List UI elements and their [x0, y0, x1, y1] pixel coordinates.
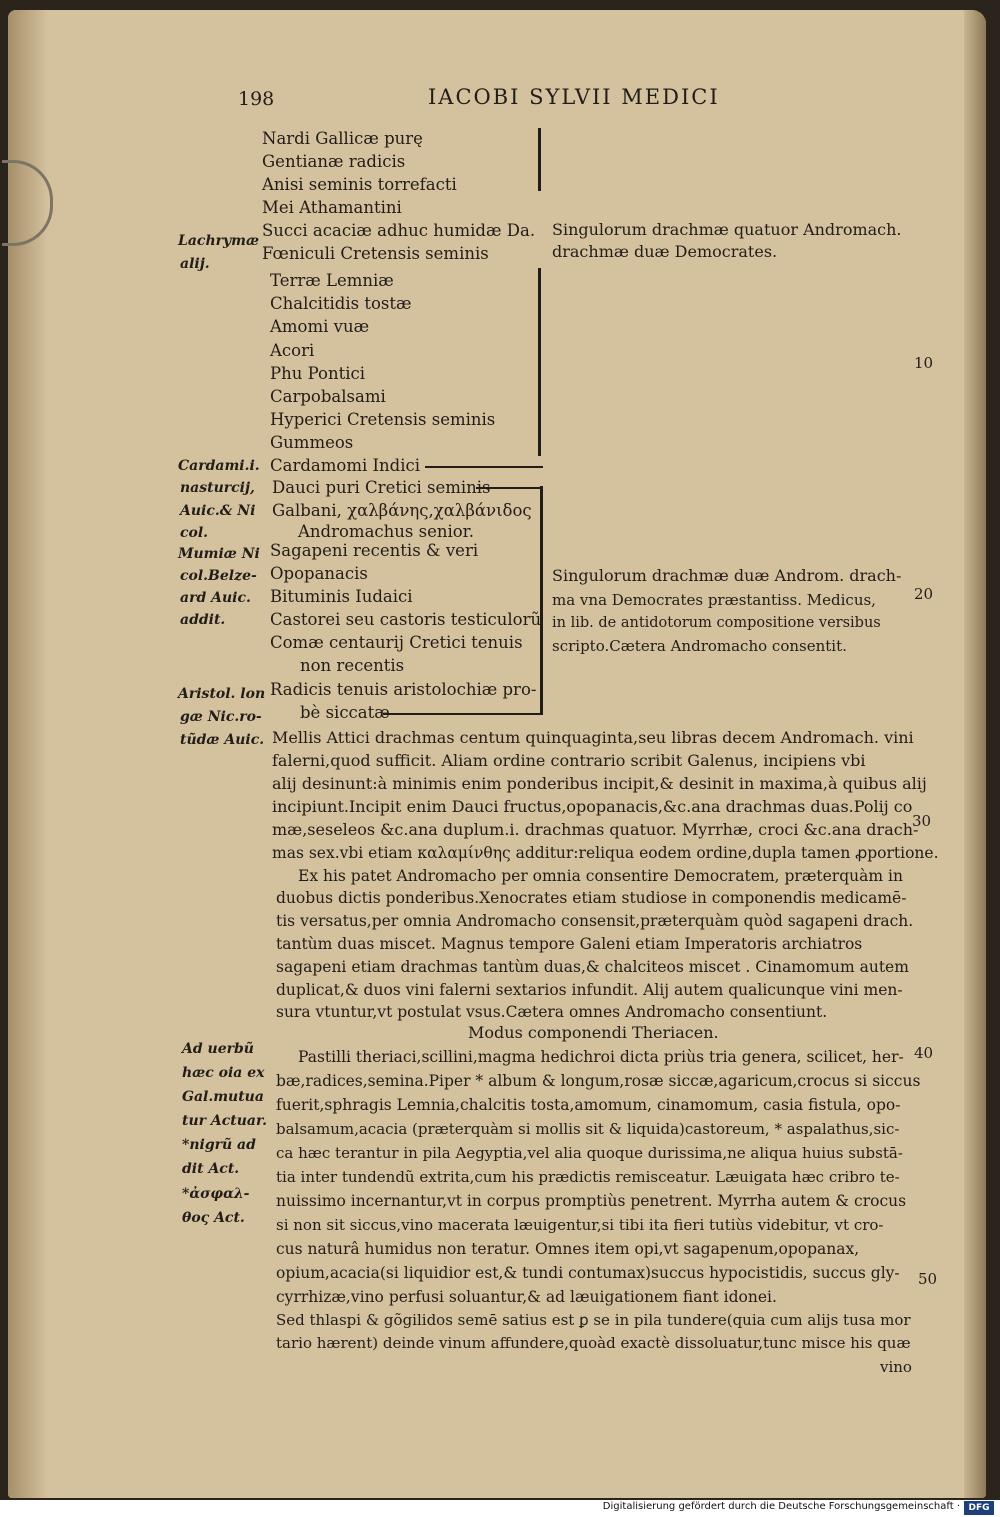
- ingredient-line: Andromachus senior.: [298, 522, 475, 541]
- ingredient-line: non recentis: [300, 656, 405, 675]
- ingredient-line: Hyperici Cretensis seminis: [270, 410, 496, 429]
- body-line: cus naturâ humidus non teratur. Omnes item opi,vt sagapenum,opopanax,: [276, 1240, 860, 1258]
- margin-note: col.Belze-: [180, 568, 257, 584]
- body-line: opium,acacia(si liquidior est,& tundi contumax)succus hypocistidis, succus gly-: [276, 1264, 900, 1282]
- margin-note: Ad uerbũ: [182, 1041, 254, 1057]
- ingredient-line: Fœniculi Cretensis seminis: [262, 244, 489, 263]
- catchword: vino: [880, 1358, 912, 1376]
- body-line: mæ,seseleos &c.ana duplum.i. drachmas quatuor. Myrrhæ, croci &c.ana drach-: [272, 820, 919, 839]
- line-number: 50: [918, 1270, 938, 1288]
- ingredient-line: Gentianæ radicis: [262, 152, 406, 171]
- margin-note: Mumiæ Ni: [178, 546, 260, 562]
- margin-note: dit Act.: [182, 1161, 240, 1177]
- ingredient-line: Carpobalsami: [270, 387, 386, 406]
- body-line: si non sit siccus,vino macerata læuigentur,si tibi ita fieri tutiùs videbitur, vt cro-: [276, 1216, 884, 1234]
- body-line: ca hæc terantur in pila Aegyptia,vel alia quoque durissima,ne aliqua huius substā-: [276, 1144, 903, 1162]
- ingredient-line: Bituminis Iudaici: [270, 587, 413, 606]
- body-line: balsamum,acacia (præterquàm si mollis sit & liquida)castoreum, * aspalathus,sic-: [276, 1120, 900, 1138]
- body-line: falerni,quod sufficit. Aliam ordine contrario scribit Galenus, incipiens vbi: [272, 751, 866, 770]
- ingredient-line: bè siccatæ: [300, 703, 390, 722]
- body-line: tis versatus,per omnia Andromacho consensit,præterquàm quòd sagapeni drach.: [276, 912, 914, 930]
- leader-line: [476, 487, 542, 489]
- body-line: nuissimo incernantur,vt in corpus promptiùs penetrent. Myrrha autem & crocus: [276, 1192, 907, 1210]
- brace-note-line: ma vna Democrates præstantiss. Medicus,: [552, 591, 876, 609]
- margin-note: Lachrymæ: [178, 233, 259, 249]
- ingredient-line: Mei Athamantini: [262, 198, 402, 217]
- margin-note: addit.: [180, 612, 226, 628]
- margin-note: gæ Nic.ro-: [180, 709, 262, 725]
- margin-note: col.: [180, 525, 209, 541]
- margin-note: Auic.& Ni: [180, 503, 256, 519]
- body-line: sagapeni etiam drachmas tantùm duas,& chalciteos miscet . Cinamomum autem: [276, 958, 909, 976]
- brace-line: [538, 268, 541, 456]
- body-line: cyrrhizæ,vino perfusi soluantur,& ad læuigationem fiant idonei.: [276, 1288, 777, 1306]
- running-head: IACOBI SYLVII MEDICI: [428, 85, 720, 109]
- body-line: Pastilli theriaci,scillini,magma hedichroi dicta priùs tria genera, scilicet, her-: [298, 1048, 904, 1066]
- page-edge: [964, 10, 986, 1498]
- leader-line: [383, 713, 543, 715]
- ingredient-line: Castorei seu castoris testiculorũ: [270, 610, 542, 629]
- brace-line: [540, 486, 543, 714]
- body-line: incipiunt.Incipit enim Dauci fructus,opopanacis,&c.ana drachmas duas.Polij co: [272, 797, 913, 816]
- body-line: Sed thlaspi & gõgilidos semē satius est ꝑ se in pila tundere(quia cum alijs tusa mor: [276, 1311, 911, 1329]
- ingredient-line: Opopanacis: [270, 564, 368, 583]
- ingredient-line: Gummeos: [270, 433, 354, 452]
- ingredient-line: Radicis tenuis aristolochiæ pro-: [270, 680, 537, 699]
- margin-note: Cardami.i.: [178, 458, 260, 474]
- ingredient-line: Nardi Gallicæ purę: [262, 129, 423, 148]
- ingredient-line: Anisi seminis torrefacti: [262, 175, 457, 194]
- brace-note-line: scripto.Cætera Andromacho consentit.: [552, 637, 847, 655]
- brace-note-line: in lib. de antidotorum compositione versibus: [552, 615, 881, 631]
- margin-note: tũdæ Auic.: [180, 732, 265, 748]
- line-number: 20: [914, 585, 934, 603]
- body-line: alij desinunt:à minimis enim ponderibus incipit,& desinit in maxima,à quibus alij: [272, 774, 927, 793]
- margin-note: nasturcij,: [180, 480, 255, 496]
- brace-note-line: Singulorum drachmæ quatuor Andromach.: [552, 220, 902, 239]
- brace-line: [538, 128, 541, 191]
- body-line: tantùm duas miscet. Magnus tempore Galeni etiam Imperatoris archiatros: [276, 935, 863, 953]
- ingredient-line: Galbani, χαλβάνης,χαλβάνιδος: [272, 501, 532, 520]
- body-line: mas sex.vbi etiam καλαμίνθης additur:reliqua eodem ordine,dupla tamen ꝓportione.: [272, 844, 939, 862]
- page-number: 198: [238, 88, 275, 110]
- brace-note-line: drachmæ duæ Democrates.: [552, 242, 778, 261]
- body-line: Ex his patet Andromacho per omnia consentire Democratem, præterquàm in: [298, 867, 903, 885]
- brace-note-line: Singulorum drachmæ duæ Androm. drach-: [552, 566, 902, 585]
- leader-line: [425, 466, 543, 468]
- body-line: sura vtuntur,vt postulat vsus.Cætera omnes Andromacho consentiunt.: [276, 1003, 828, 1021]
- body-line: Mellis Attici drachmas centum quinquaginta,seu libras decem Andromach. vini: [272, 728, 914, 747]
- section-heading: Modus componendi Theriacen.: [468, 1023, 719, 1042]
- ingredient-line: Acori: [270, 341, 315, 360]
- ingredient-line: Phu Pontici: [270, 364, 366, 383]
- ingredient-line: Cardamomi Indici: [270, 456, 420, 475]
- line-number: 10: [914, 354, 934, 372]
- dfg-logo-icon: DFG: [964, 1501, 994, 1515]
- ingredient-line: Comæ centaurij Cretici tenuis: [270, 633, 523, 652]
- margin-note: θος Act.: [182, 1210, 245, 1226]
- margin-note: alij.: [180, 256, 210, 272]
- body-line: bæ,radices,semina.Piper * album & longum,rosæ siccæ,agaricum,crocus si siccus: [276, 1072, 921, 1090]
- body-line: duplicat,& duos vini falerni sextarios infundit. Alij autem qualicunque vini men-: [276, 981, 903, 999]
- body-line: tario hærent) deinde vinum affundere,quoàd exactè dissoluatur,tunc misce his quæ: [276, 1334, 911, 1352]
- footer-text: Digitalisierung gefördert durch die Deutsche Forschungsgemeinschaft ·: [602, 1501, 960, 1512]
- margin-note: Gal.mutua: [182, 1089, 264, 1105]
- margin-note: Aristol. lon: [178, 686, 266, 702]
- line-number: 40: [914, 1044, 934, 1062]
- body-line: duobus dictis ponderibus.Xenocrates etiam studiose in componendis medicamē-: [276, 889, 907, 907]
- body-line: tia inter tundendũ extrita,cum his prædictis remisceatur. Læuigata hæc cribro te-: [276, 1168, 900, 1186]
- margin-note: *ἀσφαλ-: [182, 1186, 250, 1202]
- margin-note: tur Actuar.: [182, 1113, 267, 1129]
- ingredient-line: Dauci puri Cretici seminis: [272, 478, 491, 497]
- ingredient-line: Sagapeni recentis & veri: [270, 541, 479, 560]
- ingredient-line: Succi acaciæ adhuc humidæ Da.: [262, 221, 536, 240]
- margin-note: *nigrũ ad: [182, 1137, 256, 1153]
- ingredient-line: Amomi vuæ: [270, 317, 370, 336]
- margin-note: hæc oia ex: [182, 1065, 265, 1081]
- body-line: fuerit,sphragis Lemnia,chalcitis tosta,amomum, cinamomum, casia fistula, opo-: [276, 1096, 901, 1114]
- line-number: 30: [912, 812, 932, 830]
- margin-note: ard Auic.: [180, 590, 251, 606]
- ingredient-line: Terræ Lemniæ: [270, 271, 394, 290]
- ingredient-line: Chalcitidis tostæ: [270, 294, 412, 313]
